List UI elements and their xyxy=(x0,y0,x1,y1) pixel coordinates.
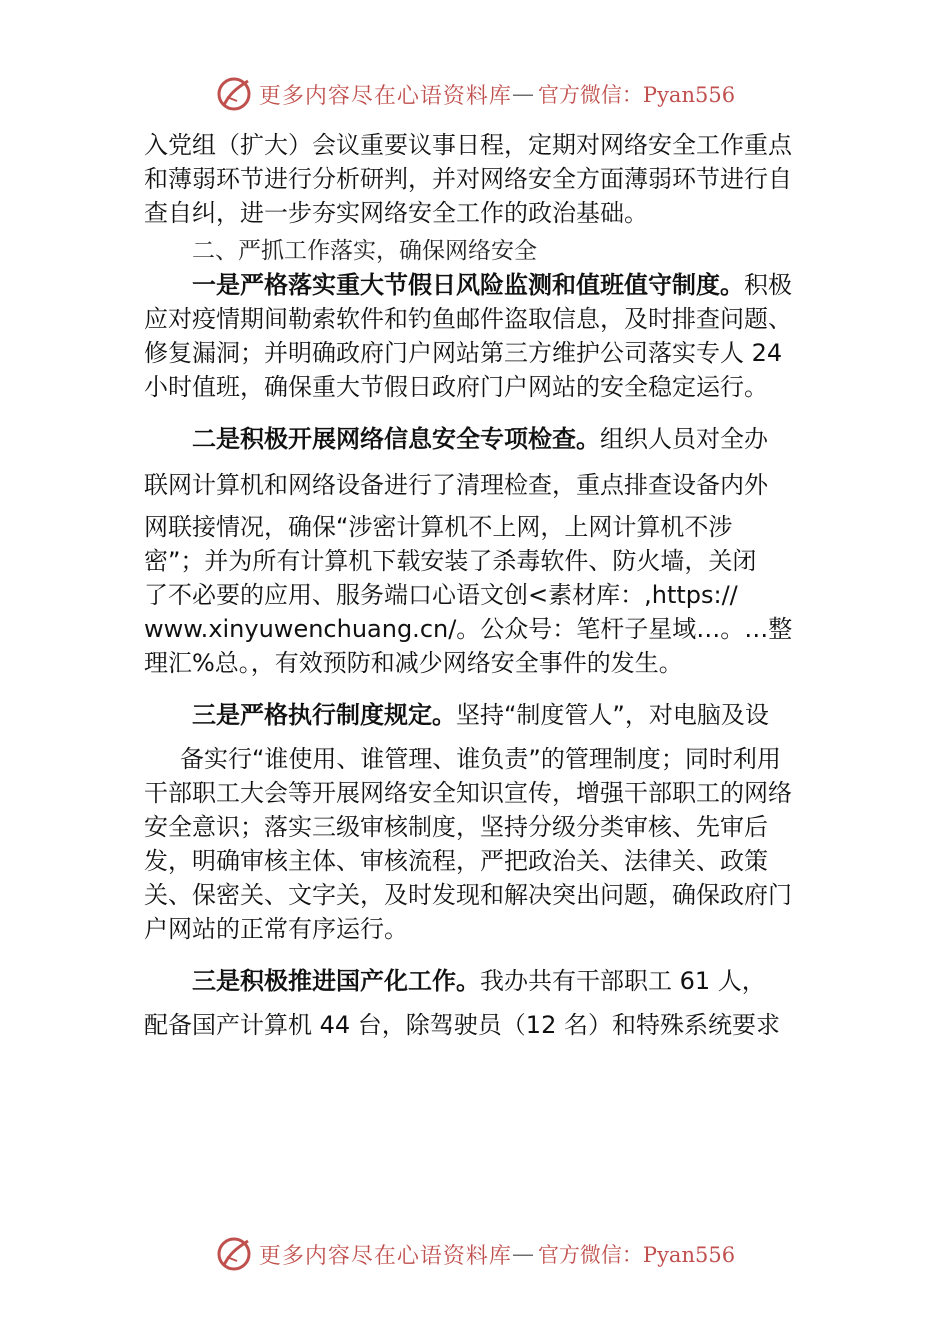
paragraph-2-line: 密”；并为所有计算机下载安装了杀毒软件、防火墙，关闭 xyxy=(144,547,757,575)
paragraph-4-line: 我办共有干部职工 61 人， xyxy=(480,967,766,995)
paragraph-2-line: 联网计算机和网络设备进行了清理检查，重点排查设备内外 xyxy=(144,471,768,499)
banner-text: 更多内容尽在心语资料库 xyxy=(258,83,512,109)
paragraph-1-text: 积极应对疫情期间勒索软件和钓鱼邮件盗取信息，及时排查问题、修复漏洞；并明确政府门户网站第三方维护公司落实专人 24 小时值班，确保重大节假日政府门户网站的安全稳定运行。 xyxy=(144,271,792,401)
document-body xyxy=(144,128,810,1042)
paragraph-2-line: 组织人员对全办 xyxy=(600,425,768,453)
brand-logo-icon xyxy=(215,75,253,113)
paragraph-4 xyxy=(144,964,810,1042)
paragraph-3-line: 坚持“制度管人”，对电脑及设 xyxy=(456,701,769,729)
banner-wechat: 官方微信：Pyan556 xyxy=(537,1243,736,1267)
paragraph-2-line: 理汇%总。，有效预防和减少网络安全事件的发生。 xyxy=(144,649,683,677)
section-heading: 二、严抓工作落实，确保网络安全 xyxy=(192,238,537,264)
paragraph-4-line: 配备国产计算机 44 台，除驾驶员（12 名）和特殊系统要求 xyxy=(144,1011,780,1039)
paragraph-1 xyxy=(144,268,810,404)
paragraph-1-lead: 一是严格落实重大节假日风险监测和值班值守制度。 xyxy=(192,271,744,299)
paragraph-2-line: 网联接情况，确保“涉密计算机不上网，上网计算机不涉 xyxy=(144,513,733,541)
banner-wechat: 官方微信：Pyan556 xyxy=(537,83,736,107)
banner-separator: — xyxy=(511,1241,534,1267)
header-banner xyxy=(0,70,950,118)
paragraph-3-rest: 干部职工大会等开展网络安全知识宣传，增强干部职工的网络安全意识；落实三级审核制度，坚持分级分类审核、先审后发，明确审核主体、审核流程，严把政治关、法律关、政策关、保密关、文字关，及时发现和解决突出问题，确保政府门户网站的正常有序运行。 xyxy=(144,779,792,943)
banner-text: 更多内容尽在心语资料库 xyxy=(258,1243,512,1269)
paragraph-4-lead: 三是积极推进国产化工作。 xyxy=(192,967,480,995)
brand-logo-icon xyxy=(215,1235,253,1273)
paragraph-3 xyxy=(144,698,810,946)
paragraph-3-line: 备实行“谁使用、谁管理、谁负责”的管理制度；同时利用 xyxy=(180,745,781,773)
paragraph-2-lead: 二是积极开展网络信息安全专项检查。 xyxy=(192,425,600,453)
paragraph-2-line: www.xinyuwenchuang.cn/。公众号：笔杆子星域…。…整 xyxy=(144,615,793,643)
paragraph-2 xyxy=(144,422,810,680)
paragraph-3-lead: 三是严格执行制度规定。 xyxy=(192,701,456,729)
banner-separator: — xyxy=(511,81,534,107)
paragraph-continued: 入党组（扩大）会议重要议事日程，定期对网络安全工作重点和薄弱环节进行分析研判，并对网络安全方面薄弱环节进行自查自纠，进一步夯实网络安全工作的政治基础。 xyxy=(144,131,792,227)
paragraph-2-line: 了不必要的应用、服务端口心语文创<素材库：,https:// xyxy=(144,581,738,609)
footer-banner xyxy=(0,1230,950,1278)
